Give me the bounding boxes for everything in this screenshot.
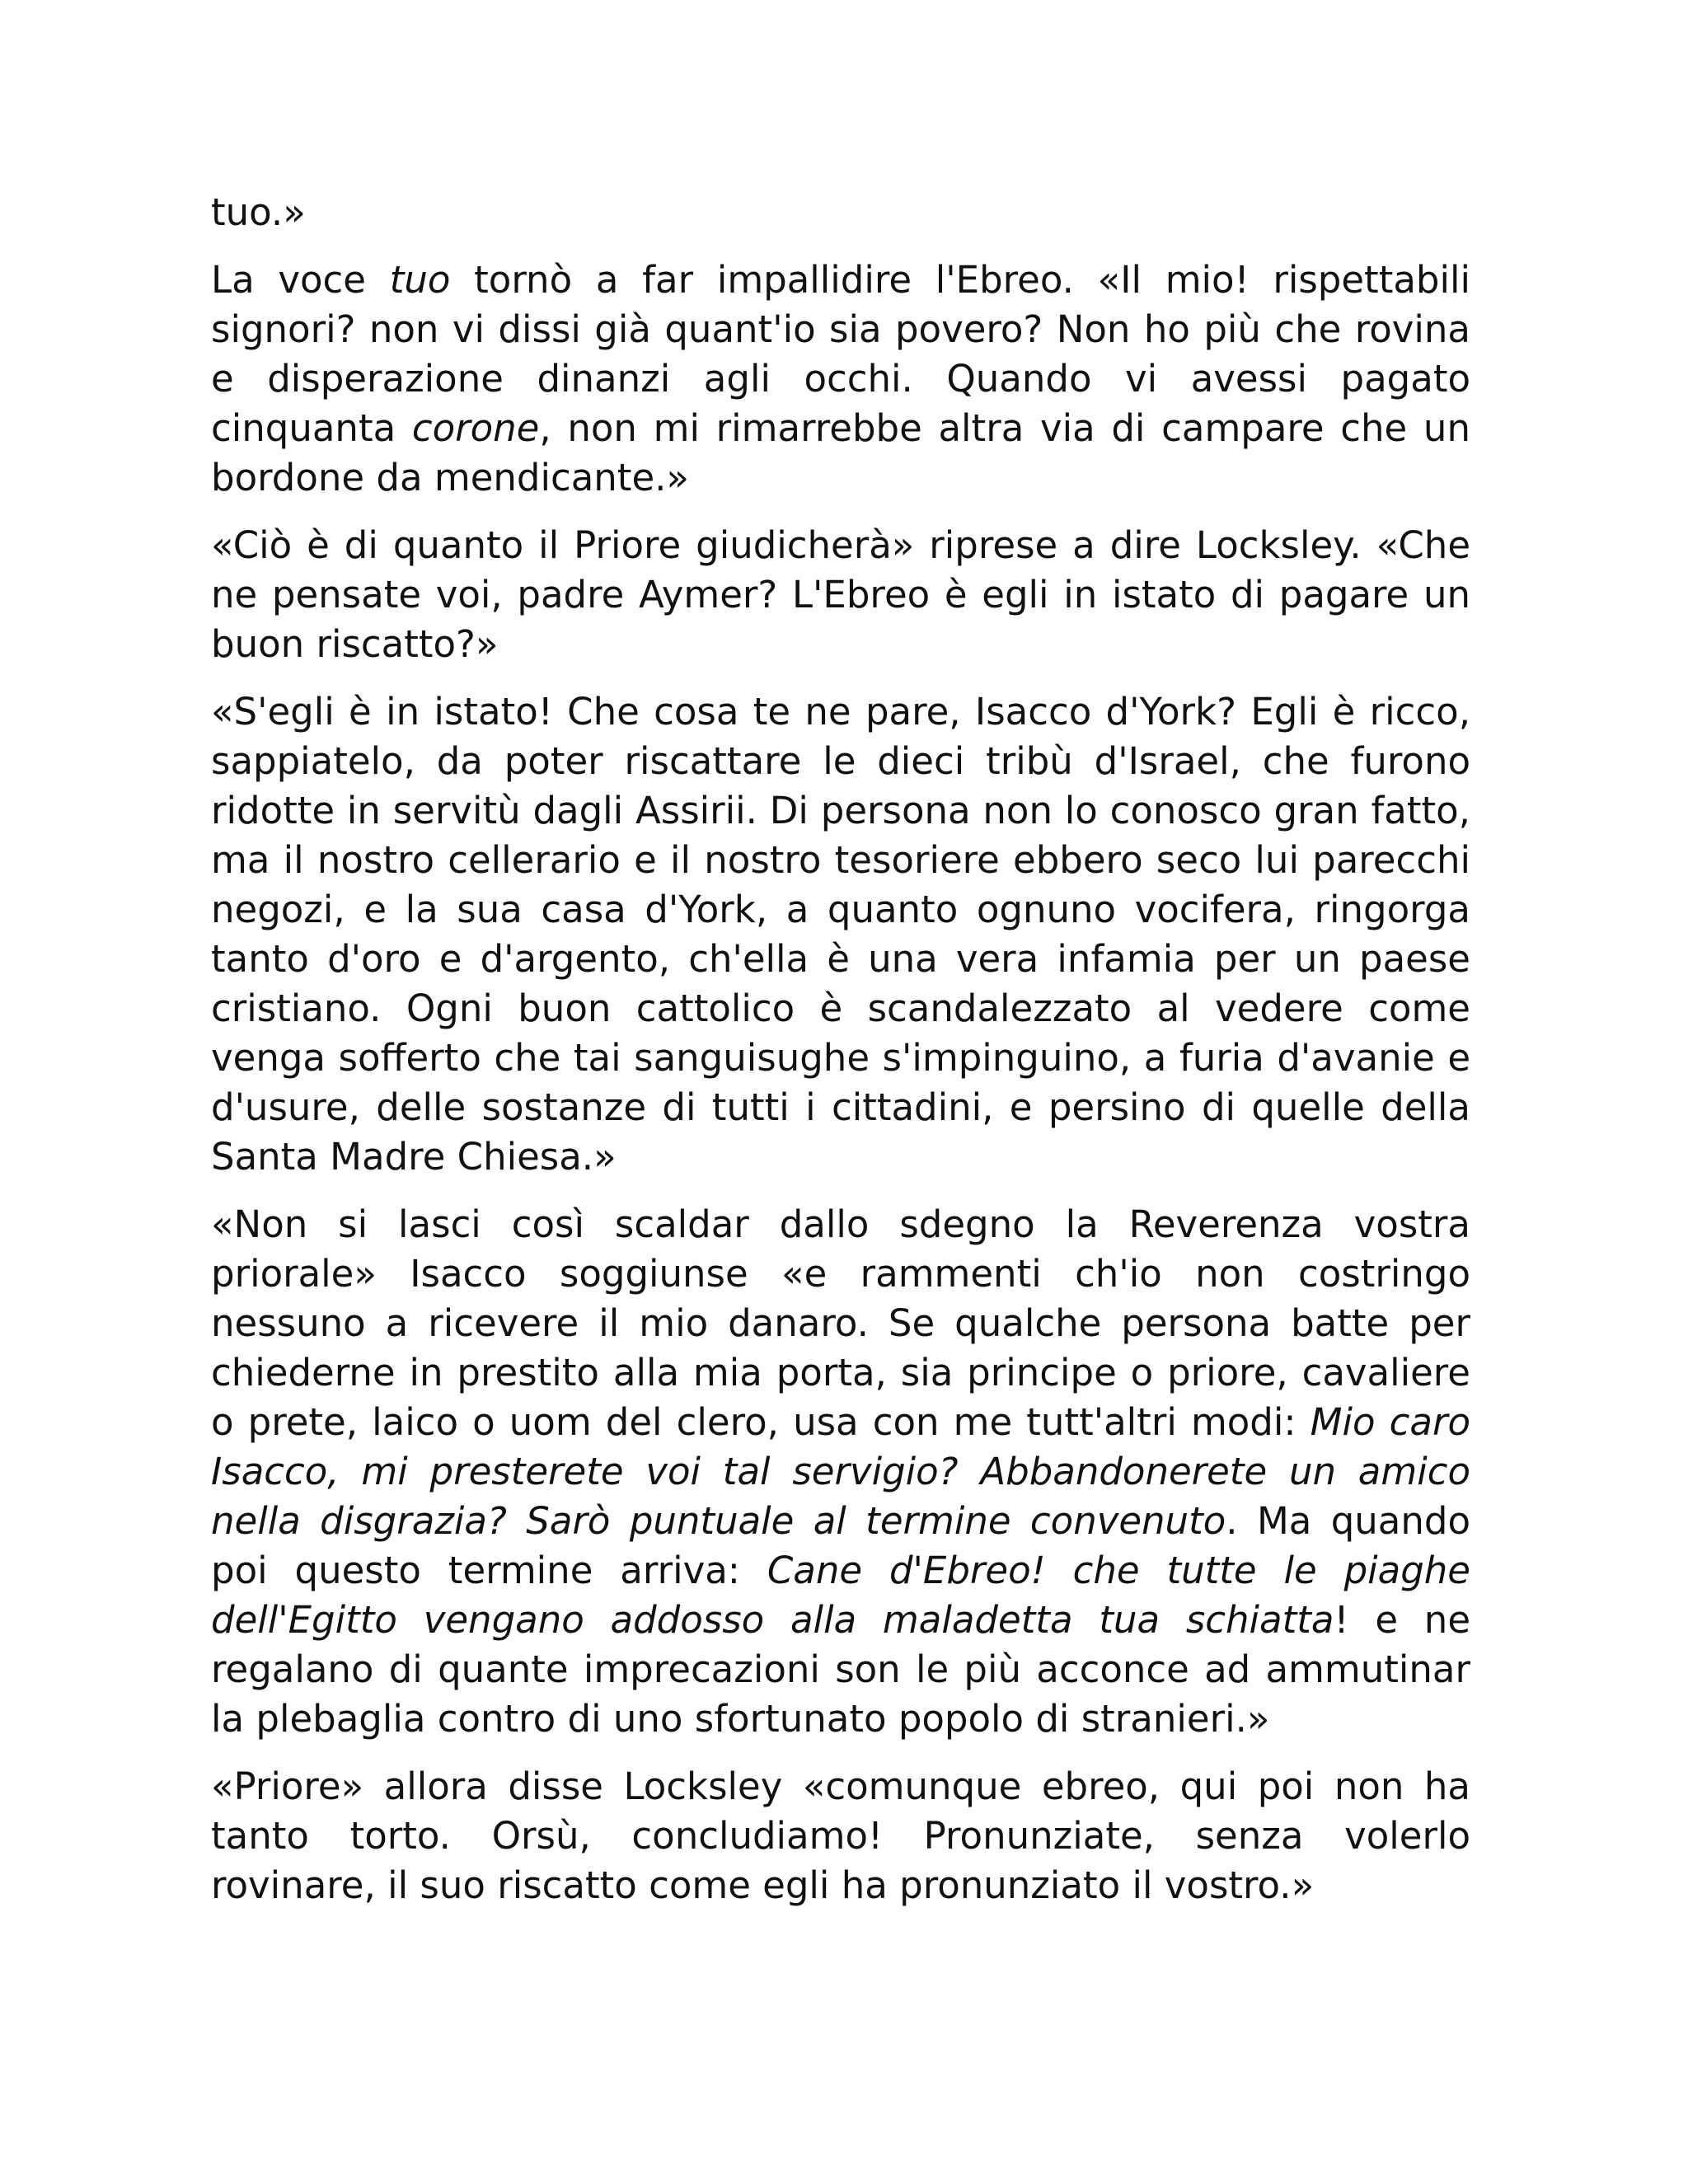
text-run: «Ciò è di quanto il Priore giudicherà» riprese a dire Locksley. «Che ne pensate voi, padre Aymer? L'Ebreo è egli in istato di pagare un buon riscatto?»: [211, 523, 1470, 666]
text-run: tornò a far impallidire l'Ebreo. «Il mio! rispettabili signori? non vi dissi già quant'io sia povero? Non ho più che rovina e disperazione dinanzi agli occhi. Quando vi avessi pagato cinquanta: [211, 258, 1470, 450]
paragraph-4: [211, 687, 1470, 1182]
paragraph-1: [211, 188, 1470, 237]
italic-text-run: tuo: [389, 258, 451, 302]
document-page: [211, 188, 1470, 1929]
italic-text-run: corone: [411, 406, 540, 450]
text-run: . Ma quando poi questo termine arriva:: [211, 1499, 1470, 1592]
text-run: tuo.»: [211, 190, 306, 234]
italic-text-run: Cane d'Ebreo! che tutte le piaghe dell'Egitto vengano addosso alla maladetta tua schiatta: [211, 1549, 1470, 1642]
paragraph-6: [211, 1762, 1470, 1910]
paragraph-3: [211, 521, 1470, 669]
paragraph-5: [211, 1200, 1470, 1744]
italic-text-run: Mio caro Isacco, mi presterete voi tal servigio? Abbandonerete un amico nella disgrazia? Sarò puntuale al termine convenuto: [211, 1400, 1471, 1543]
text-run: La voce: [211, 258, 390, 302]
text-run: «S'egli è in istato! Che cosa te ne pare, Isacco d'York? Egli è ricco, sappiatelo, da poter riscattare le dieci tribù d'Israel, che furono ridotte in servitù dagli Assirii. Di persona non lo conosco gran fatto, ma il nostro cellerario e il nostro tesoriere ebbero seco lui parecchi negozi, e la sua casa d'York, a quanto ognuno vocifera, ringorga tanto d'oro e d'argento, ch'ella è una vera infamia per un paese cristiano. Ogni buon cattolico è scandalezzato al vedere come venga sofferto che tai sanguisughe s'impinguino, a furia d'avanie e d'usure, delle sostanze di tutti i cittadini, e persino di quelle della Santa Madre Chiesa.»: [211, 690, 1470, 1179]
text-run: , non mi rimarrebbe altra via di campare che un bordone da mendicante.»: [211, 406, 1470, 499]
text-run: ! e ne regalano di quante imprecazioni son le più acconce ad ammutinar la plebaglia contro di uno sfortunato popolo di stranieri.»: [211, 1598, 1471, 1741]
text-run: «Priore» allora disse Locksley «comunque ebreo, qui poi non ha tanto torto. Orsù, concludiamo! Pronunziate, senza volerlo rovinare, il suo riscatto come egli ha pronunziato il vostro.»: [211, 1765, 1470, 1907]
text-run: «Non si lasci così scaldar dallo sdegno la Reverenza vostra priorale» Isacco soggiunse «e rammenti ch'io non costringo nessuno a ricevere il mio danaro. Se qualche persona batte per chiederne in prestito alla mia porta, sia principe o priore, cavaliere o prete, laico o uom del clero, usa con me tutt'altri modi:: [211, 1202, 1470, 1444]
paragraph-2: [211, 255, 1470, 503]
